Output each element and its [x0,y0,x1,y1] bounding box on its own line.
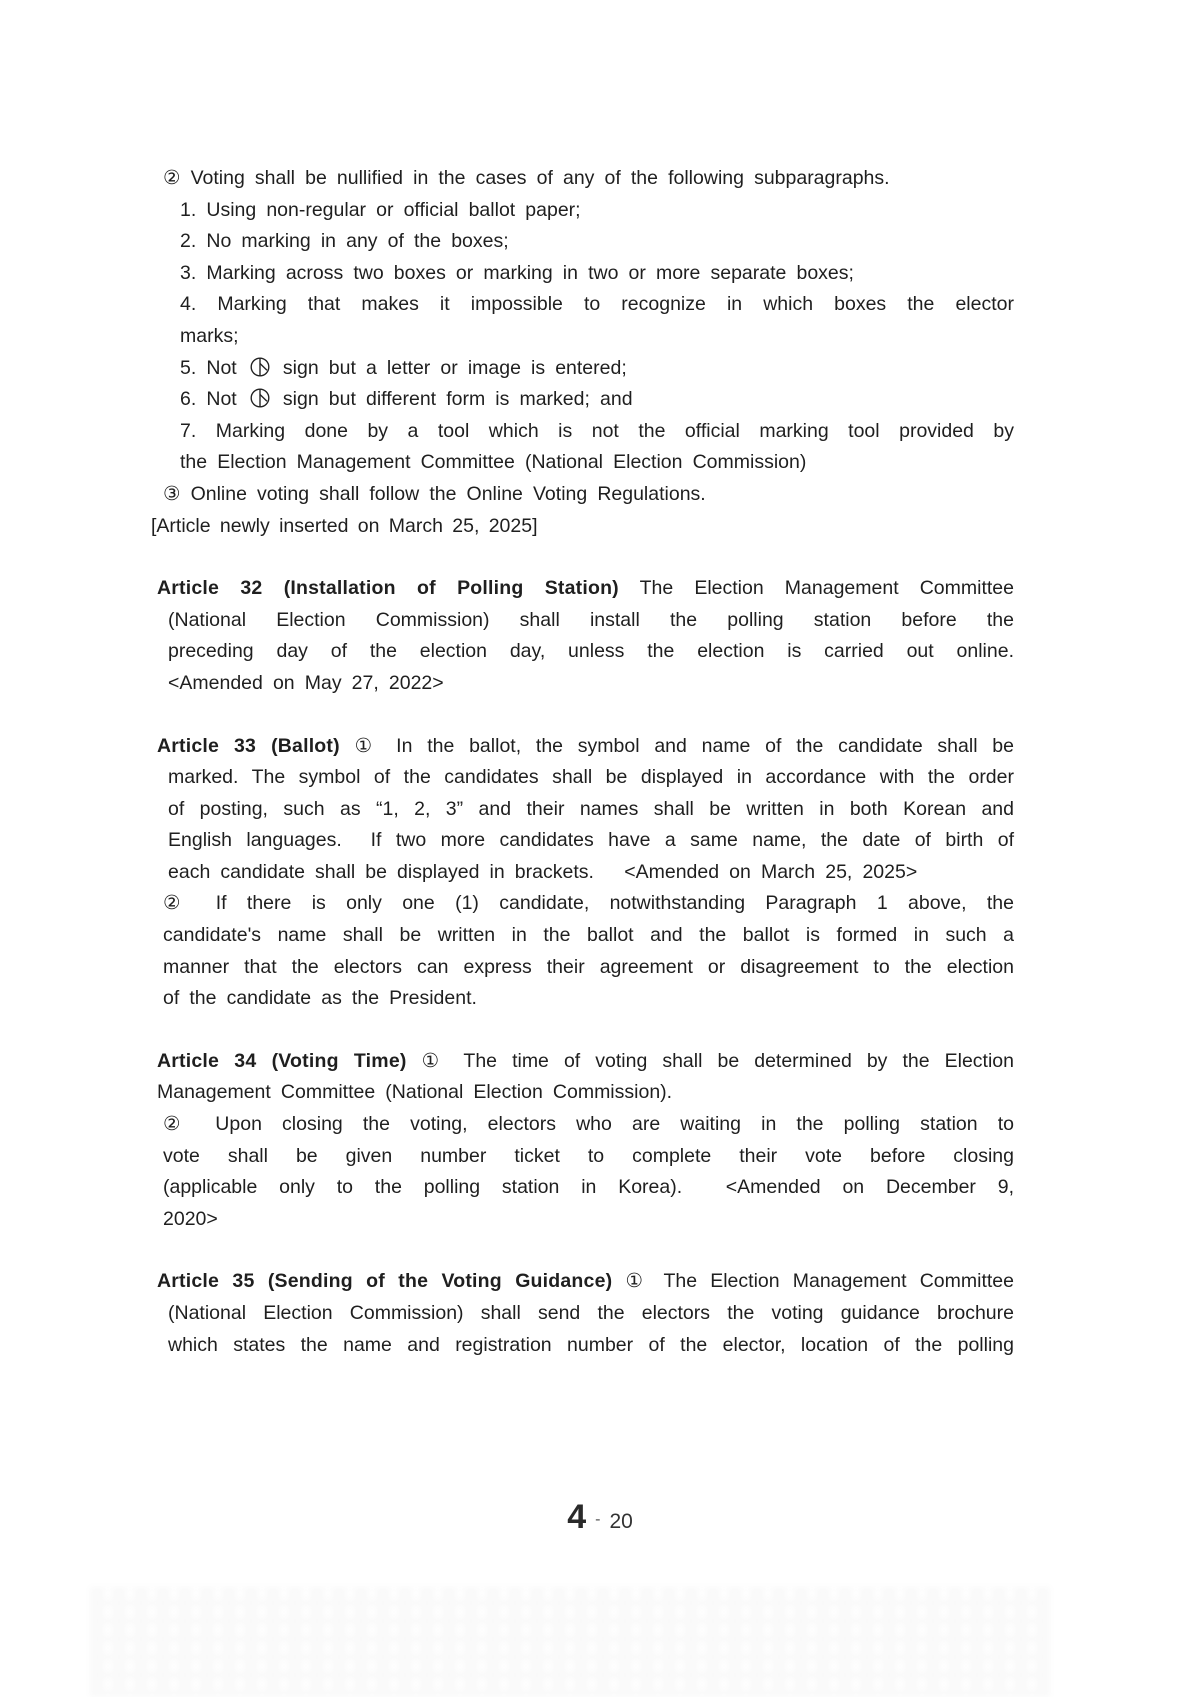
article-33-paragraph-2 [157,888,1014,1014]
article-heading-text: Article 35 (Sending of the Voting Guidance) [157,1270,613,1293]
text-line: 2020> [163,1207,218,1230]
article-34-voting-time [157,1046,1014,1109]
text-line: ② Voting shall be nullified in the cases of any of the following subparagraphs. [163,167,890,189]
text-line: of the candidate as the President. [163,987,477,1010]
text-line: [Article newly inserted on March 25, 2025] [151,514,538,537]
text-line: (National Election Commission) shall send the electors the voting guidance brochure [168,1302,1014,1324]
text-line: 3. Marking across two boxes or marking in two or more separate boxes; [180,261,854,284]
text-line: English languages. If two more candidates have a same name, the date of birth of [168,829,1014,852]
page-footer [0,1498,1200,1537]
text-line [157,1046,1014,1078]
paragraph-3-online-voting [157,479,1014,511]
text-line: 2. No marking in any of the boxes; [180,230,509,253]
body-text: sign but a letter or image is entered; [272,356,627,379]
text-line: which states the name and registration number of the elector, location of the polling [168,1333,1014,1356]
text-line: 1. Using non-regular or official ballot paper; [180,198,581,221]
ballot-stamp-icon [249,387,271,409]
text-line: manner that the electors can express their agreement or disagreement to the election [163,955,1014,978]
text-line: Management Committee (National Election Commission). [157,1081,673,1104]
text-line: candidate's name shall be written in the ballot and the ballot is formed in such a [163,924,1014,947]
text-line [157,353,1014,385]
article-heading-text: Article 32 (Installation of Polling Station) [157,577,619,600]
text-line [157,731,1014,763]
ballot-stamp-icon [249,356,271,378]
body-text: The Election Management Committee [618,577,1014,600]
text-line: ② Upon closing the voting, electors who are waiting in the polling station to [163,1113,1014,1136]
subparagraph-3 [157,258,1014,290]
document-body [151,163,1015,1361]
text-line: each candidate shall be displayed in brackets. <Amended on March 25, 2025> [168,860,918,883]
article-35-sending-of-the-voting-guidance [157,1266,1014,1361]
text-line [157,573,1014,605]
text-line: (National Election Commission) shall install the polling station before the [168,608,1014,631]
page-number: 4 [567,1498,587,1536]
page-number-separator: - [595,1511,601,1528]
text-line: vote shall be given number ticket to complete their vote before closing [163,1144,1014,1167]
text-line [157,1266,1014,1298]
text-line: 7. Marking done by a tool which is not the official marking tool provided by [180,419,1014,442]
body-text: ① The Election Management Committee [612,1270,1014,1293]
article-34-paragraph-2 [157,1109,1014,1235]
total-pages: 20 [609,1510,633,1533]
subparagraph-4 [157,289,1014,352]
body-text: ① In the ballot, the symbol and name of the candidate shall be [339,734,1014,757]
text-line: ③ Online voting shall follow the Online Voting Regulations. [163,482,706,505]
body-text: 6. Not [180,388,247,411]
article-heading-text: Article 34 (Voting Time) [157,1049,407,1072]
article-33-ballot [157,731,1014,889]
paragraph-2-voting-nullified [157,163,1014,195]
subparagraph-5 [157,353,1014,385]
text-line: the Election Management Committee (National Election Commission) [180,451,807,474]
article-heading-text: Article 33 (Ballot) [157,734,340,757]
scan-bleed-artifact [90,1587,1050,1697]
text-line: marked. The symbol of the candidates shall be displayed in accordance with the order [168,766,1014,789]
text-line: ② If there is only one (1) candidate, notwithstanding Paragraph 1 above, the [163,892,1014,915]
subparagraph-6 [157,384,1014,416]
text-line: preceding day of the election day, unless the election is carried out online. [168,640,1014,663]
text-line: of posting, such as “1, 2, 3” and their names shall be written in both Korean and [168,797,1014,820]
body-text: sign but different form is marked; and [272,388,633,411]
article-32-installation-of-polling-station [157,573,1014,699]
text-line: marks; [180,324,239,347]
newly-inserted-note [151,511,1014,543]
text-line: 4. Marking that makes it impossible to recognize in which boxes the elector [180,293,1014,316]
subparagraph-1 [157,195,1014,227]
text-line [157,384,1014,416]
subparagraph-2 [157,226,1014,258]
body-text: 5. Not [180,356,247,379]
text-line: (applicable only to the polling station in Korea). <Amended on December 9, [163,1176,1014,1199]
text-line: <Amended on May 27, 2022> [168,671,444,694]
subparagraph-7 [157,416,1014,479]
body-text: ① The time of voting shall be determined by the Election [406,1049,1015,1072]
